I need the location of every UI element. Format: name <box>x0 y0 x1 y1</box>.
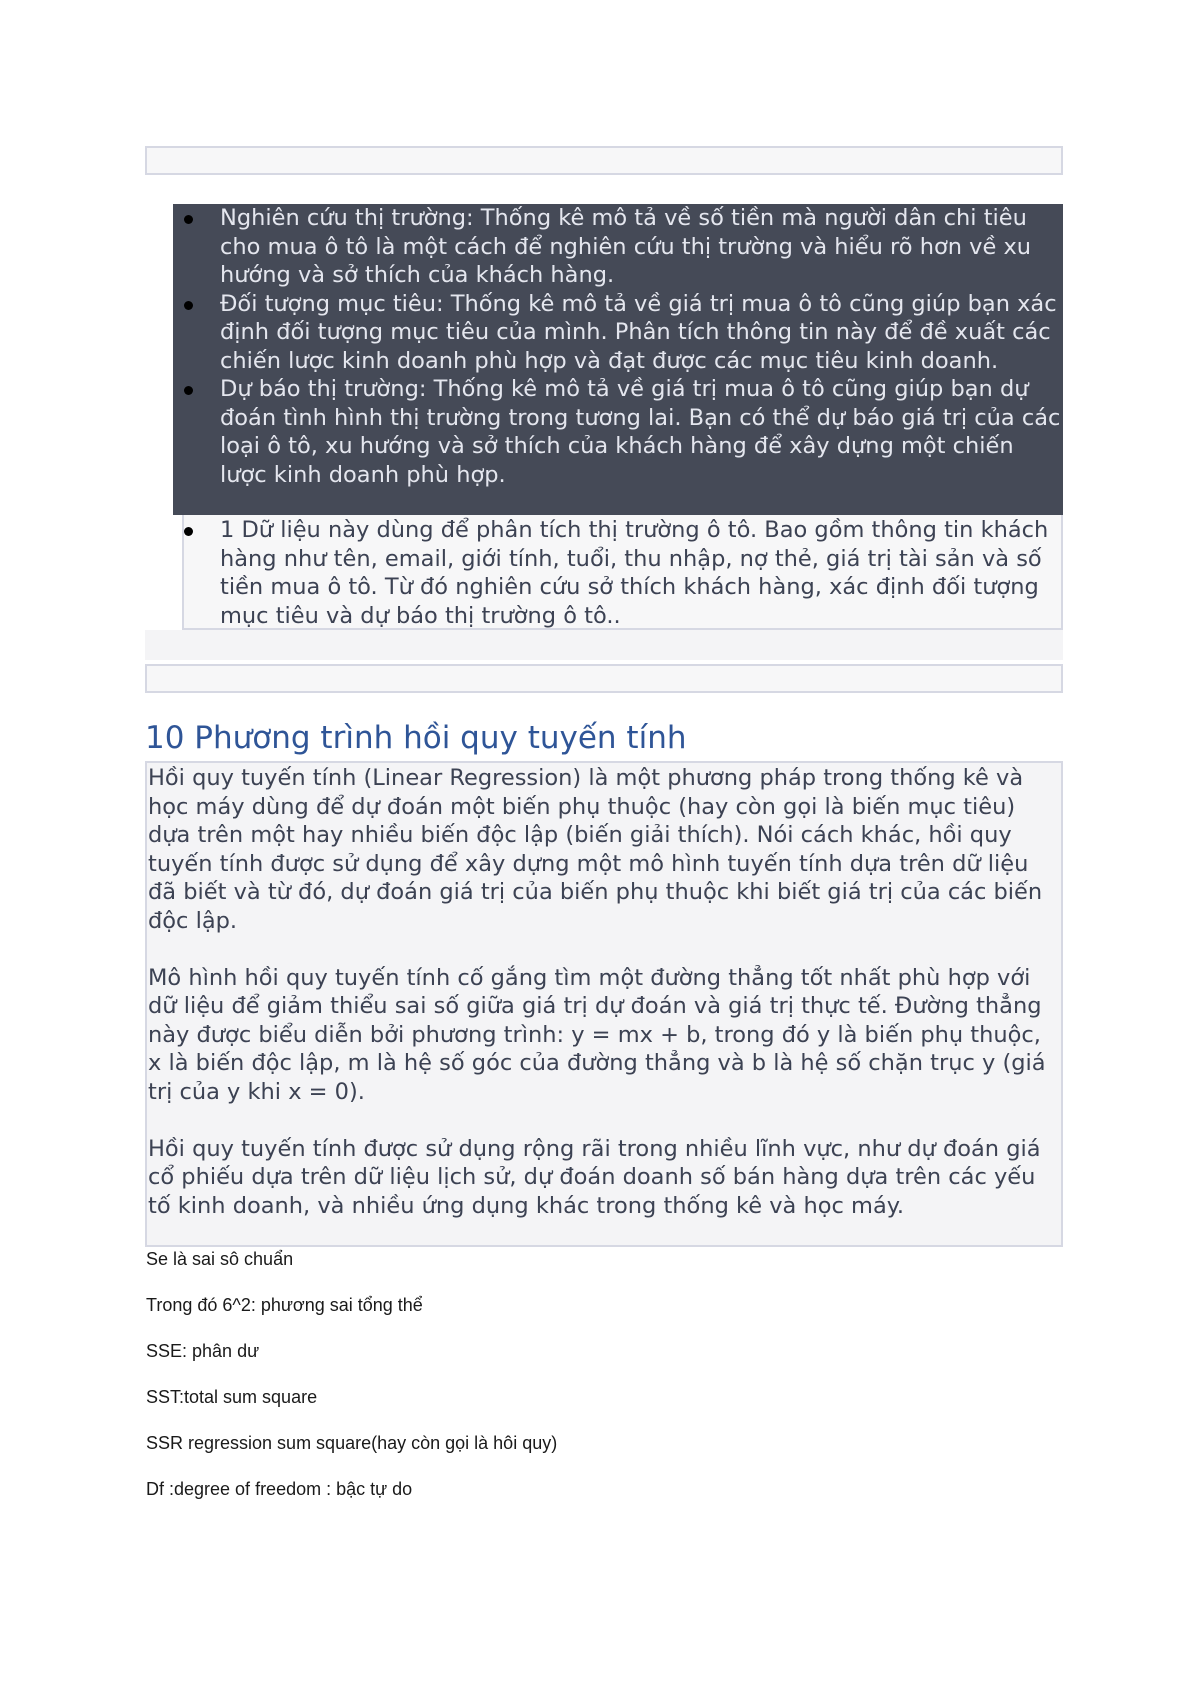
separator-strip <box>145 630 1063 660</box>
bullet-list-highlighted <box>220 204 1065 489</box>
note-line: Df :degree of freedom : bậc tự do <box>146 1479 413 1499</box>
section-body <box>145 761 1063 1247</box>
list-item: 1 Dữ liệu này dùng để phân tích thị trường ô tô. Bao gồm thông tin khách hàng như tên, email, giới tính, tuổi, thu nhập, nợ thẻ, giá trị tài sản và số tiền mua ô tô. Từ đó nghiên cứu sở thích khách hàng, xác định đối tượng mục tiêu và dự báo thị trường ô tô.. <box>220 517 1049 629</box>
list-item: Dự báo thị trường: Thống kê mô tả về giá trị mua ô tô cũng giúp bạn dự đoán tình hình thị trường trong tương lai. Bạn có thể dự báo giá trị của các loại ô tô, xu hướng và sở thích của khách hàng để xây dựng một chiến lược kinh doanh phù hợp. <box>220 375 1065 489</box>
note-line: SST:total sum square <box>146 1387 318 1407</box>
note-line: Se là sai sô chuẩn <box>146 1249 294 1269</box>
list-item: Nghiên cứu thị trường: Thống kê mô tả về số tiền mà người dân chi tiêu cho mua ô tô là một cách để nghiên cứu thị trường và hiểu rõ hơn về xu hướng và sở thích của khách hàng. <box>220 204 1065 290</box>
note-line: SSR regression sum square(hay còn gọi là hôi quy) <box>146 1433 558 1453</box>
notes-list <box>146 1249 1046 1525</box>
list-item: Đối tượng mục tiêu: Thống kê mô tả về giá trị mua ô tô cũng giúp bạn xác định đối tượng mục tiêu của mình. Phân tích thông tin này để đề xuất các chiến lược kinh doanh phù hợp và đạt được các mục tiêu kinh doanh. <box>220 290 1065 376</box>
body-paragraph: Hồi quy tuyến tính được sử dụng rộng rãi trong nhiều lĩnh vực, như dự đoán giá cổ phiếu dựa trên dữ liệu lịch sử, dự đoán doanh số bán hàng dựa trên các yếu tố kinh doanh, và nhiều ứng dụng khác trong thống kê và học máy. <box>148 1135 1041 1219</box>
bullet-list-plain <box>220 516 1050 630</box>
empty-block-top <box>145 146 1063 175</box>
section-heading: 10 Phương trình hồi quy tuyến tính <box>145 720 687 756</box>
body-paragraph: Mô hình hồi quy tuyến tính cố gắng tìm một đường thẳng tốt nhất phù hợp với dữ liệu để giảm thiểu sai số giữa giá trị dự đoán và giá trị thực tế. Đường thẳng này được biểu diễn bởi phương trình: y = mx + b, trong đó y là biến phụ thuộc, x là biến độc lập, m là hệ số góc của đường thẳng và b là hệ số chặn trục y (giá trị của y khi x = 0). <box>148 964 1046 1105</box>
empty-block-bottom <box>145 664 1063 693</box>
body-paragraph: Hồi quy tuyến tính (Linear Regression) là một phương pháp trong thống kê và học máy dùng để dự đoán một biến phụ thuộc (hay còn gọi là biến mục tiêu) dựa trên một hay nhiều biến độc lập (biến giải thích). Nói cách khác, hồi quy tuyến tính được sử dụng để xây dựng một mô hình tuyến tính dựa trên dữ liệu đã biết và từ đó, dự đoán giá trị của biến phụ thuộc khi biết giá trị của các biến độc lập. <box>148 765 1043 934</box>
note-line: SSE: phân dư <box>146 1341 260 1361</box>
note-line: Trong đó 6^2: phương sai tổng thể <box>146 1295 423 1315</box>
